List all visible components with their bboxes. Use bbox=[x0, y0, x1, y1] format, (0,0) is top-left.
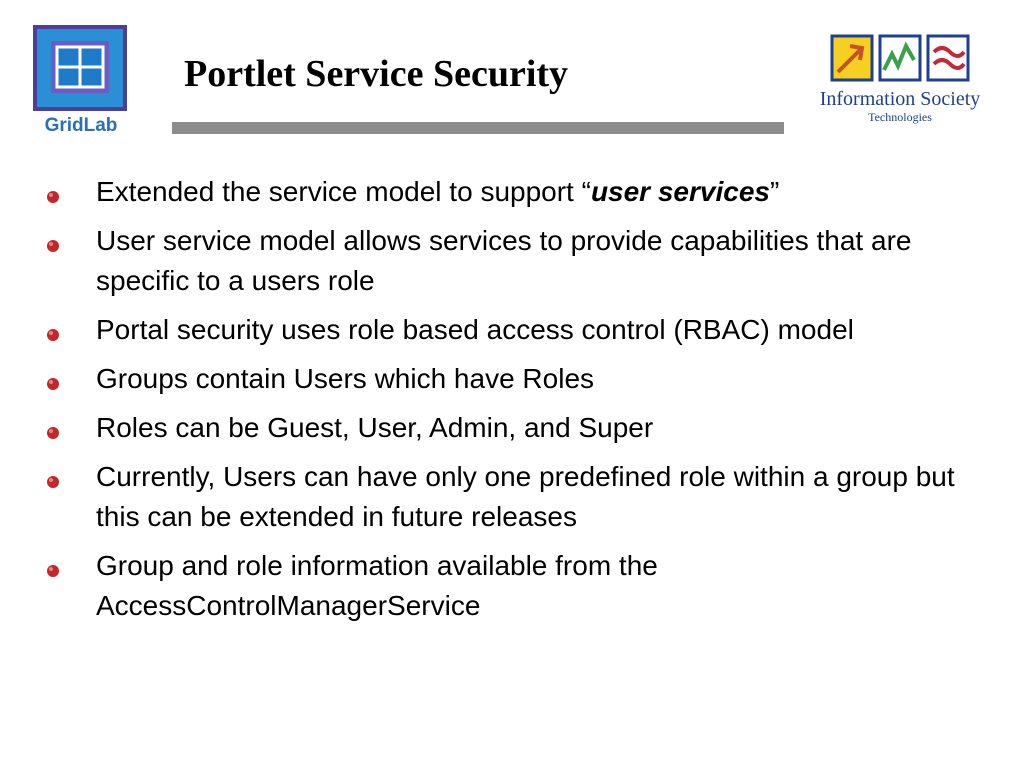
ist-waves-icon bbox=[804, 30, 996, 88]
bullet-emphasis: user services bbox=[590, 176, 770, 207]
bullet-text: Currently, Users can have only one predefined role within a group but this can be extended in future releases bbox=[96, 461, 955, 532]
ist-logo bbox=[804, 30, 996, 130]
ist-sublabel: Technologies bbox=[868, 110, 932, 124]
bullet-item bbox=[40, 172, 980, 212]
bullet-icon bbox=[46, 190, 60, 204]
bullet-icon bbox=[46, 426, 60, 440]
bullet-text: Roles can be Guest, User, Admin, and Super bbox=[96, 412, 654, 443]
bullet-icon bbox=[46, 475, 60, 489]
bullet-item bbox=[40, 310, 980, 350]
bullet-item bbox=[40, 457, 980, 537]
bullet-text: Extended the service model to support “ bbox=[96, 176, 591, 207]
bullet-text: User service model allows services to provide capabilities that are specific to a users role bbox=[96, 225, 912, 296]
bullet-item bbox=[40, 359, 980, 399]
gridlab-logo bbox=[33, 25, 129, 137]
title-divider bbox=[172, 122, 784, 134]
slide-title: Portlet Service Security bbox=[184, 53, 569, 95]
bullet-item bbox=[40, 546, 980, 626]
bullet-icon bbox=[46, 328, 60, 342]
bullet-text: Group and role information available from the AccessControlManagerService bbox=[96, 550, 658, 621]
bullet-list bbox=[40, 172, 980, 635]
bullet-text-end: ” bbox=[769, 176, 780, 207]
ist-label: Information Society bbox=[819, 88, 981, 110]
bullet-item bbox=[40, 221, 980, 301]
bullet-icon bbox=[46, 564, 60, 578]
bullet-item bbox=[40, 408, 980, 448]
bullet-icon bbox=[46, 377, 60, 391]
bullet-icon bbox=[46, 239, 60, 253]
bullet-text: Groups contain Users which have Roles bbox=[96, 363, 595, 394]
bullet-text: Portal security uses role based access control (RBAC) model bbox=[96, 314, 854, 345]
gridlab-label: GridLab bbox=[44, 115, 118, 136]
